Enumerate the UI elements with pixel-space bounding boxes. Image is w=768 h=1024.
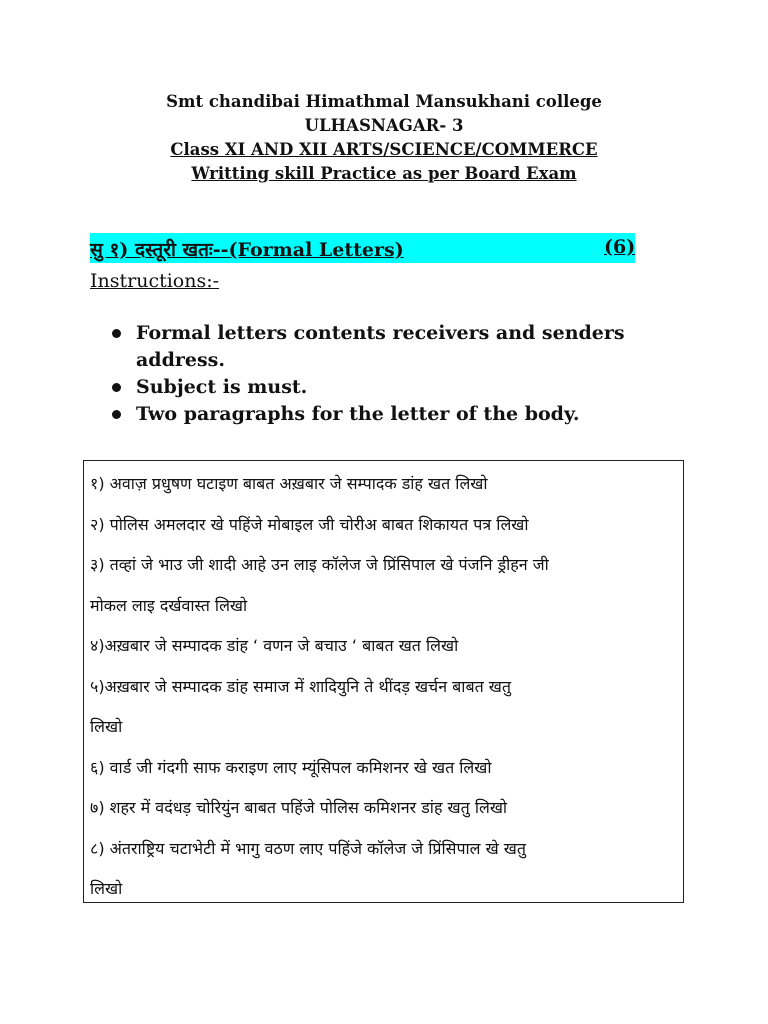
task-line: ४)अख़बार जे सम्पादक डांह ‘ वणन जे बचाउ ‘ बाबत खत लिखो — [90, 636, 459, 655]
class-line: Class XI AND XII ARTS/SCIENCE/COMMERCE — [170, 140, 598, 159]
instruction-item — [112, 320, 652, 374]
task-line: ३) तव्हां जे भाउ जी शादी आहे उन लाइ कॉलेज जे प्रिंसिपाल खे पंजनि ड्रीहन जी — [90, 555, 549, 574]
instruction-text: Subject is must. — [136, 376, 308, 398]
document-subtitle: Writting skill Practice as per Board Exam — [191, 164, 577, 183]
tasks-list — [90, 464, 682, 910]
task-line: १) अवाज़ प्रधुषण घटाइण बाबत अख़बार जे सम्पादक डांह खत लिखो — [90, 474, 488, 493]
instructions-list — [112, 320, 652, 428]
instruction-item — [112, 401, 652, 428]
question-marks: (6) — [604, 236, 636, 258]
instruction-text: Two paragraphs for the letter of the body. — [136, 403, 580, 425]
task-line: लिखो — [90, 879, 123, 898]
college-city: ULHASNAGAR- 3 — [304, 116, 464, 135]
task-line: लिखो — [90, 717, 123, 736]
task-line: ५)अख़बार जे सम्पादक डांह समाज में शादियुनि ते थींदड़ खर्चन बाबत खतु — [90, 676, 512, 696]
bullet-icon — [112, 383, 121, 392]
question-title: सु १) दस्तूरी खतः--(Formal Letters) — [90, 239, 404, 261]
instructions-label: Instructions:- — [90, 270, 220, 292]
bullet-icon — [112, 410, 121, 419]
task-line: ६) वार्ड जी गंदगी साफ कराइण लाए म्यूंसिपल कमिशनर खे खत लिखो — [90, 757, 492, 777]
task-line: ८) अंतराष्ट्रिय चटाभेटी में भागु वठण लाए पहिंजे कॉलेज जे प्रिंसिपाल खे खतु — [90, 838, 526, 858]
task-line: ७) शहर में वदंधड़ चोरियुंन बाबत पहिंजे पोलिस कमिशनर डांह खतु लिखो — [90, 798, 508, 817]
task-line: मोकल लाइ दर्खवास्त लिखो — [90, 595, 248, 615]
document-header — [0, 90, 768, 186]
task-line: २) पोलिस अमलदार खे पहिंजे मोबाइल जी चोरीअ बाबत शिकायत पत्र लिखो — [90, 514, 529, 534]
instruction-text: Formal letters contents receivers and senders address. — [136, 322, 625, 371]
college-name: Smt chandibai Himathmal Mansukhani college — [166, 92, 602, 111]
instruction-item — [112, 374, 652, 401]
bullet-icon — [112, 329, 121, 338]
